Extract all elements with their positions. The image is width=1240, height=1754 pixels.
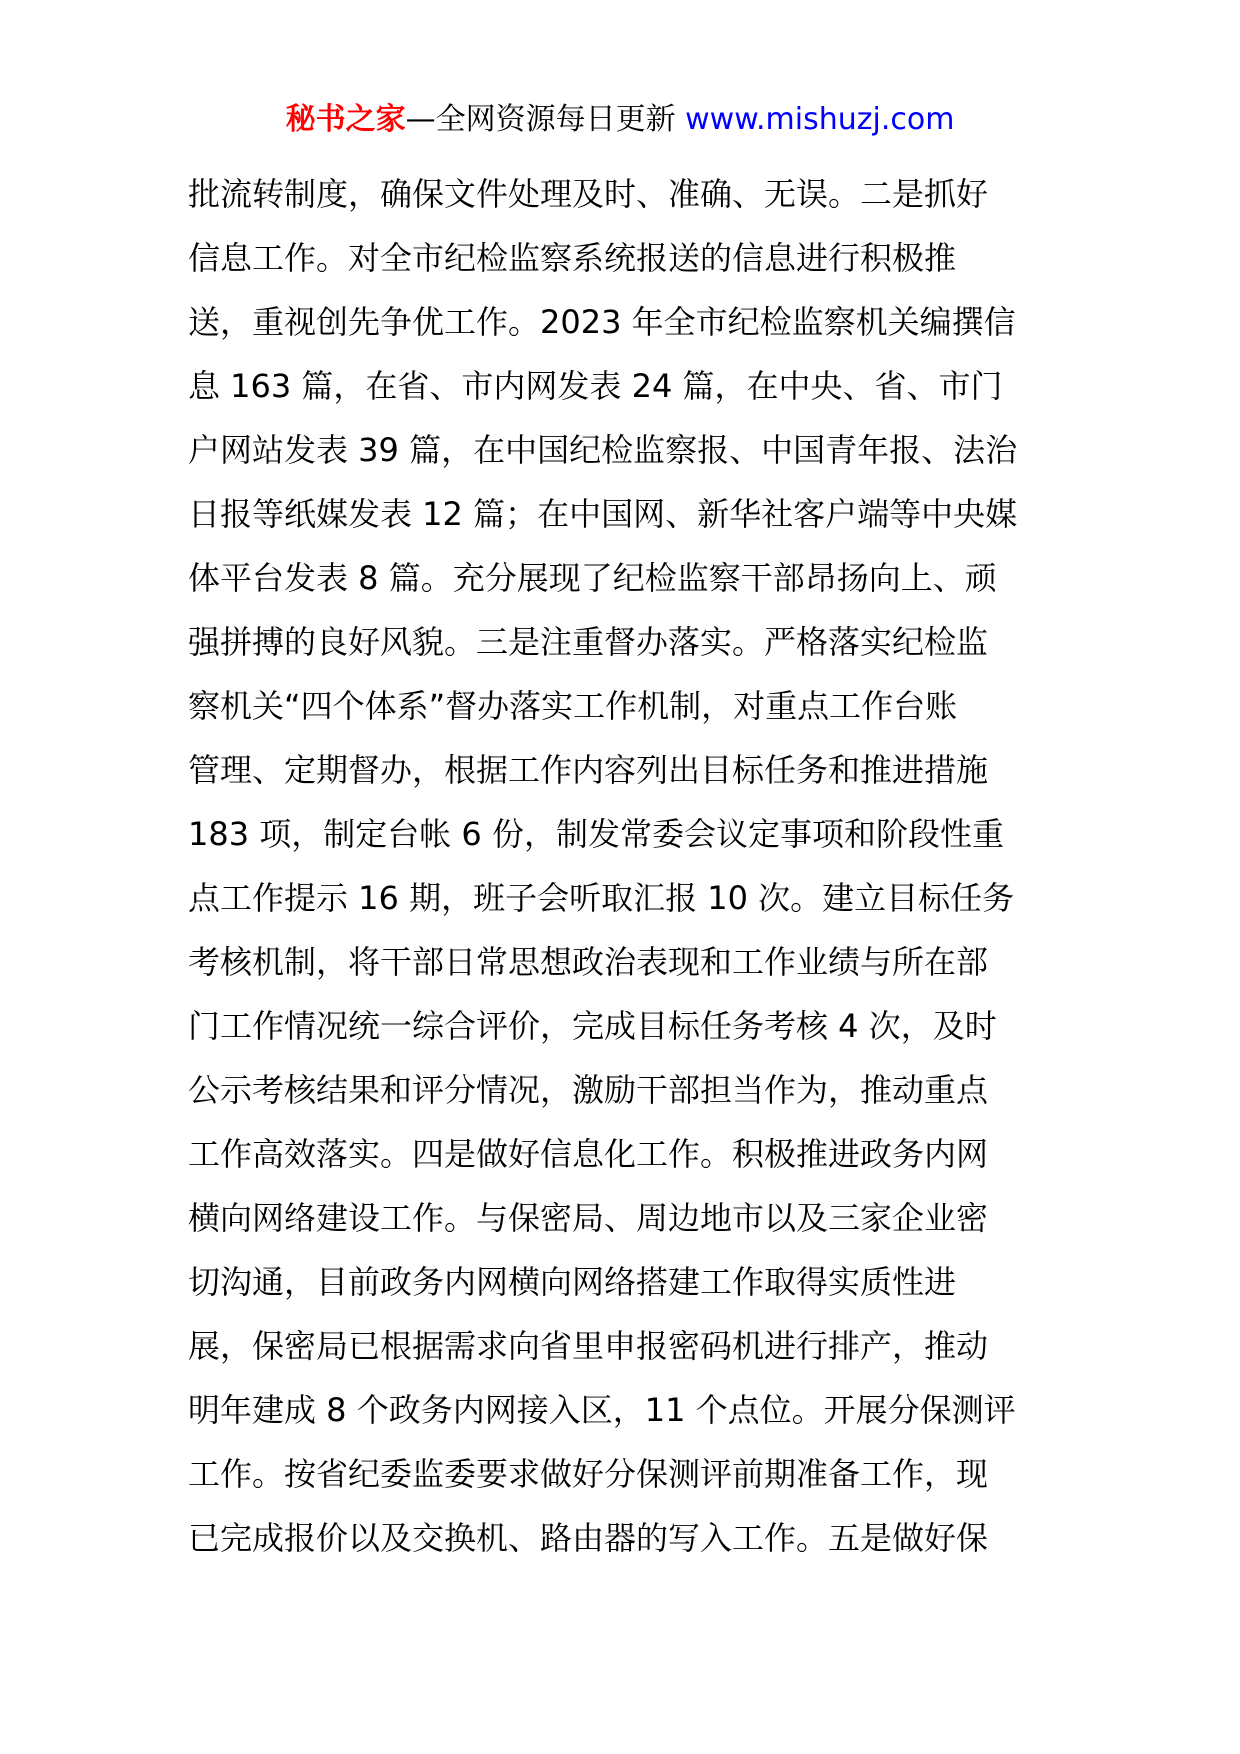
text-line: 点工作提示 16 期，班子会听取汇报 10 次。建立目标任务 (188, 879, 1015, 917)
text-line: 信息工作。对全市纪检监察系统报送的信息进行积极推 (188, 239, 957, 277)
text-line: 考核机制，将干部日常思想政治表现和工作业绩与所在部 (188, 943, 989, 981)
text-line: 送，重视创先争优工作。2023 年全市纪检监察机关编撰信 (188, 303, 1016, 341)
text-line: 门工作情况统一综合评价，完成目标任务考核 4 次，及时 (188, 1007, 997, 1045)
document-body (188, 162, 1068, 1570)
text-line: 察机关“四个体系”督办落实工作机制，对重点工作台账 (188, 687, 958, 725)
text-line: 公示考核结果和评分情况，激励干部担当作为，推动重点 (188, 1071, 989, 1109)
text-line: 息 163 篇，在省、市内网发表 24 篇，在中央、省、市门 (188, 367, 1003, 405)
text-line: 183 项，制定台帐 6 份，制发常委会议定事项和阶段性重 (188, 815, 1004, 853)
text-line: 户网站发表 39 篇，在中国纪检监察报、中国青年报、法治 (188, 431, 1018, 469)
text-line: 展，保密局已根据需求向省里申报密码机进行排产，推动 (188, 1327, 989, 1365)
text-line: 切沟通，目前政务内网横向网络搭建工作取得实质性进 (188, 1263, 957, 1301)
text-line: 日报等纸媒发表 12 篇；在中国网、新华社客户端等中央媒 (188, 495, 1018, 533)
text-line: 批流转制度，确保文件处理及时、准确、无误。二是抓好 (188, 175, 989, 213)
header-tagline: —全网资源每日更新 (405, 102, 686, 137)
text-line: 已完成报价以及交换机、路由器的写入工作。五是做好保 (188, 1519, 989, 1557)
text-line: 明年建成 8 个政务内网接入区，11 个点位。开展分保测评 (188, 1391, 1016, 1429)
text-line: 体平台发表 8 篇。充分展现了纪检监察干部昂扬向上、顽 (188, 559, 997, 597)
text-line: 强拼搏的良好风貌。三是注重督办落实。严格落实纪检监 (188, 623, 989, 661)
text-line: 工作。按省纪委监委要求做好分保测评前期准备工作，现 (188, 1455, 989, 1493)
text-line: 工作高效落实。四是做好信息化工作。积极推进政务内网 (188, 1135, 989, 1173)
page-header (0, 100, 1240, 140)
text-line: 横向网络建设工作。与保密局、周边地市以及三家企业密 (188, 1199, 989, 1237)
text-line: 管理、定期督办，根据工作内容列出目标任务和推进措施 (188, 751, 989, 789)
site-url-link[interactable]: www.mishuzj.com (685, 102, 955, 137)
brand-name: 秘书之家 (285, 102, 406, 137)
